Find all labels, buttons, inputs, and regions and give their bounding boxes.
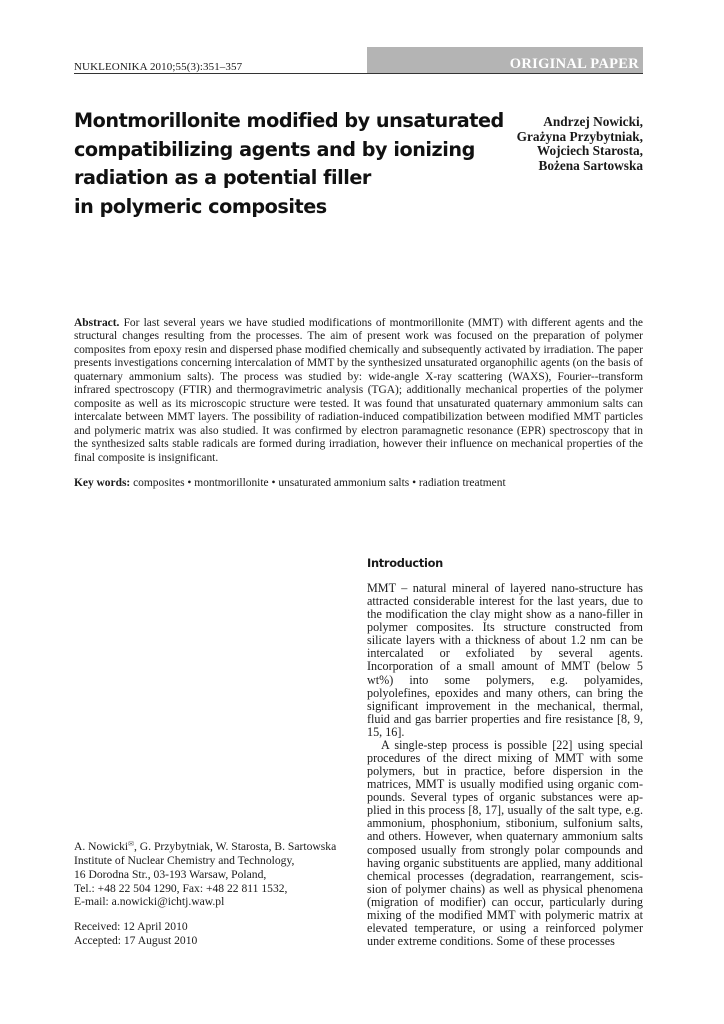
title-line: radiation as a potential filler bbox=[74, 166, 371, 189]
author-list bbox=[517, 115, 643, 173]
paper-type-label: ORIGINAL PAPER bbox=[509, 56, 639, 72]
paragraph: MMT – natural mineral of layered nano-structure has attracted considerable interest for the last years, due to the modification the clay might show as a nano-filler in polymer composites. Its structure constructed from silicate layers with a thickness of about 1.2 nm can be intercalated or exfoliated by several agents. Incorporation of a small amount of MMT (below 5 wt%) into some polymers, e.g. polyamides, polyolefines, epoxides and many others, can bring the significant improvement in the mechanical, thermal, fluid and gas barrier properties and fire resistance [8, 9, 15, 16]. bbox=[367, 581, 643, 739]
keywords bbox=[74, 477, 643, 491]
institute-line: Institute of Nuclear Chemistry and Technology, bbox=[74, 853, 295, 867]
received-date: Received: 12 April 2010 bbox=[74, 920, 188, 933]
co-authors: , G. Przybytniak, W. Starosta, B. Sartowska bbox=[133, 840, 337, 853]
abstract-label: Abstract. bbox=[74, 317, 120, 329]
author-affiliation bbox=[74, 838, 356, 909]
journal-citation: NUKLEONIKA 2010;55(3):351–357 bbox=[74, 61, 243, 73]
keywords-label: Key words: bbox=[74, 477, 131, 489]
phone-fax-line: Tel.: +48 22 504 1290, Fax: +48 22 811 1532, bbox=[74, 881, 288, 895]
author-name: Grażyna Przybytniak, bbox=[516, 128, 643, 144]
author-name: Wojciech Starosta, bbox=[536, 143, 643, 159]
address-line: 16 Dorodna Str., 03-193 Warsaw, Poland, bbox=[74, 867, 267, 881]
paragraph: A single-step process is possible [22] using special procedures of the direct mixing of MMT with some polymers, but in practice, before dispersion in the matrices, MMT is usually modified using organic compounds. Several types of organic substances were applied in this process [8, 17], usually of the salt type, e.g. ammonium, phosphonium, stibonium, sulfonium salts, and others. However, when quaternary ammonium salts composed usually from strongly polar compounds and having organic substituents are applied, many additional chemical processes (degradation, rearrangement, scission of polymer chains) as well as physical phenomena (migration of modifier) can occur, particularly during mixing of the modified MMT with polymeric matrix at elevated temperature, or using a reinforced polymer under extreme conditions. Some of these processes bbox=[367, 737, 643, 949]
author-name: Andrzej Nowicki, bbox=[543, 114, 643, 129]
section-heading-introduction: Introduction bbox=[367, 556, 443, 570]
header-rule bbox=[74, 73, 643, 74]
article-dates bbox=[74, 920, 197, 948]
abstract-text: For last several years we have studied modifications of montmorillonite (MMT) with different agents and the structural changes resulting from the processes. The aim of present work was focused on the preparation of polymer composites from epoxy resin and dispersed phase modified chemically and subsequently activated by irradiation. The paper presents investigations concerning intercalation of MMT by the synthesized unsaturated organophilic agents (on the basis of quaternary ammonium salts). The process was studied by: wide-angle X-ray scattering (WAXS), Fourier--transform infrared spectroscopy (FTIR) and thermogravimetric analysis (TGA); additionally mechanical properties of the polymer composite as well as its microscopic structure were tested. It was found that unsaturated quaternary ammonium salts can intercalate between MMT layers. The possibility of radiation-induced compatibilization between modified MMT particles and polymeric matrix was also studied. It was confirmed by electron paramagnetic resonance (EPR) spectroscopy that in the synthesized salts stable radicals are formed during irradiation, however their influence on mechanical properties of the final composite is insignificant. bbox=[74, 317, 643, 464]
keywords-text: composites • montmorillonite • unsaturated ammonium salts • radiation treatment bbox=[130, 477, 506, 489]
envelope-icon: ✉ bbox=[128, 840, 134, 848]
corresponding-author: A. Nowicki bbox=[74, 840, 129, 853]
title-line: compatibilizing agents and by ionizing bbox=[74, 137, 475, 161]
title-line: in polymeric composites bbox=[74, 194, 327, 218]
email-line: E-mail: a.nowicki@ichtj.waw.pl bbox=[74, 895, 225, 909]
accepted-date: Accepted: 17 August 2010 bbox=[74, 933, 198, 947]
affiliation-authors bbox=[74, 838, 356, 854]
abstract bbox=[74, 317, 643, 465]
author-name: Bożena Sartowska bbox=[538, 157, 643, 173]
article-title bbox=[74, 107, 504, 221]
paper-type-banner bbox=[367, 47, 643, 73]
introduction-body bbox=[367, 582, 643, 948]
title-line: Montmorillonite modified by unsaturated bbox=[74, 109, 504, 132]
